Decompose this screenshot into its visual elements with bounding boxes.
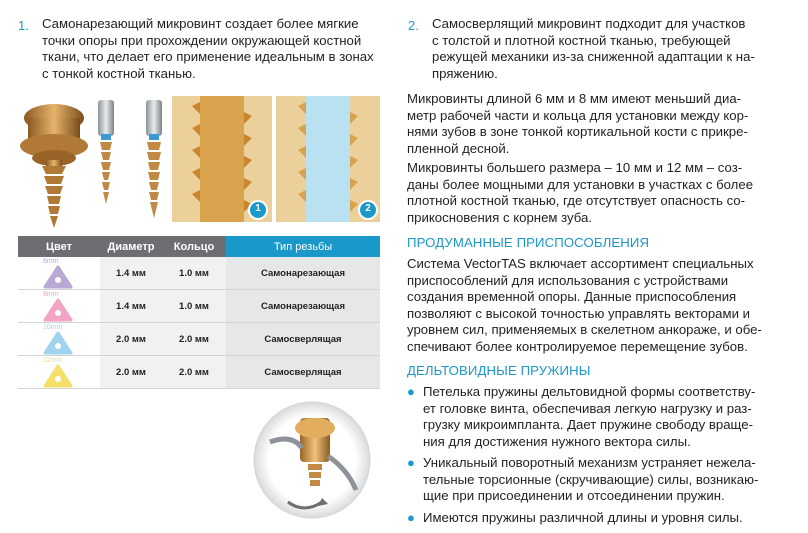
para-line: нями зубов в зоне тонкой кортикальной кости с прикре-: [407, 124, 748, 139]
item-1-number: 1.: [18, 18, 29, 33]
delta-spring-image: [252, 398, 372, 522]
para-line: пленной десной.: [407, 140, 510, 156]
ring-color-triangle-icon: [43, 364, 73, 388]
bullet-line: Уникальный поворотный механизм устраняет нежела-: [423, 455, 756, 470]
section-line: уровнем сил, применяемых в скелетном анкораже, и обе-: [407, 322, 762, 337]
section-heading-springs: ДЕЛЬТОВИДНЫЕ ПРУЖИНЫ: [407, 363, 591, 378]
header-diameter: Диаметр: [100, 236, 162, 257]
table-row: [18, 290, 380, 323]
header-color: Цвет: [18, 236, 100, 257]
section-line: приспособлений для использования с устройствами: [407, 272, 729, 288]
specification-table: [18, 236, 380, 389]
para-line: плотной костной тканью, где отсутствует опасность со-: [407, 193, 746, 208]
section-line: позволяют с высокой точностью управлять векторами и: [407, 305, 750, 321]
item-2-line: режущей механики из-за сниженной адаптации к на-: [432, 49, 755, 64]
color-cell: [18, 356, 100, 389]
self-drilling-bone-image: [276, 96, 380, 222]
diameter-cell: 2.0 мм: [100, 323, 162, 356]
diameter-cell: 2.0 мм: [100, 356, 162, 389]
length-label: 8mm: [43, 291, 59, 298]
section-line: спечивают более контролируемое перемещение зубов.: [407, 338, 748, 354]
para-line: Микровинты длиной 6 мм и 8 мм имеют меньший диа-: [407, 91, 742, 106]
ring-cell: 2.0 мм: [162, 323, 226, 356]
ring-cell: 2.0 мм: [162, 356, 226, 389]
item-1-line: с тонкой костной тканью.: [42, 65, 196, 81]
diameter-cell: 1.4 мм: [100, 290, 162, 323]
bullet-line: ния для достижения нужного вектора силы.: [423, 433, 691, 449]
bullet-line: тельные торсионные (скручивающие) силы, возникаю-: [423, 471, 759, 487]
ring-cell: 1.0 мм: [162, 290, 226, 323]
bullet-icon: ●: [407, 455, 415, 470]
paragraph-large-screws: [407, 160, 772, 226]
screws-pair-image: [92, 96, 172, 236]
item-1-line: Самонарезающий микровинт создает более мягкие: [42, 16, 359, 31]
section-line: создания временной опоры. Данные приспособления: [407, 289, 737, 304]
item-1-line: ткани, что делает его применение идеальным в зонах: [42, 49, 374, 64]
ring-cell: 1.0 мм: [162, 257, 226, 290]
badge-1: 1: [255, 203, 261, 214]
thread-type-cell: Самонарезающая: [226, 290, 380, 323]
ring-color-triangle-icon: [43, 331, 73, 355]
list-item: [407, 384, 772, 450]
section-line: Система VectorTAS включает ассортимент специальных: [407, 256, 754, 271]
item-2-text: [432, 16, 771, 82]
item-2-number: 2.: [408, 18, 419, 33]
para-line: прикосновения с корнем зуба.: [407, 209, 593, 225]
item-1-text: [42, 16, 387, 82]
item-1-line: точки опоры при прохождении окружающей костной: [42, 32, 362, 48]
bullet-line: ет головке винта, обеспечивая легкую нагрузку и раз-: [423, 400, 752, 416]
diameter-cell: 1.4 мм: [100, 257, 162, 290]
bullet-line: грузку микроимпланта. Дает пружине свободу враще-: [423, 417, 753, 432]
table-row: [18, 323, 380, 356]
bullet-icon: ●: [407, 384, 415, 399]
length-label: 10mm: [43, 324, 63, 331]
bullet-line: Петелька пружины дельтовидной формы соответству-: [423, 384, 756, 399]
length-label: 12mm: [43, 357, 63, 364]
bullet-icon: ●: [407, 509, 415, 525]
length-label: 6mm: [43, 258, 59, 265]
color-cell: [18, 323, 100, 356]
bullet-line: щие при присоединении и отсоединении пружин.: [423, 488, 725, 503]
ring-color-triangle-icon: [43, 265, 73, 289]
thread-type-cell: Самосверлящая: [226, 356, 380, 389]
springs-bullet-list: [407, 384, 772, 526]
item-2-line: пряжению.: [432, 65, 498, 81]
para-line: Микровинты большего размера – 10 мм и 12 мм – соз-: [407, 160, 743, 175]
list-item: [407, 455, 772, 505]
bullet-line: Имеются пружины различной длины и уровня силы.: [423, 509, 743, 525]
self-tapping-bone-image: [172, 96, 272, 222]
badge-2: 2: [365, 203, 371, 214]
ring-color-triangle-icon: [43, 298, 73, 322]
para-line: метр рабочей части и кольца для установки между кор-: [407, 107, 749, 123]
table-row: [18, 356, 380, 389]
list-item: [407, 510, 772, 527]
color-cell: [18, 290, 100, 323]
color-cell: [18, 257, 100, 290]
thread-type-cell: Самонарезающая: [226, 257, 380, 290]
header-thread-type: Тип резьбы: [226, 236, 380, 257]
item-2-line: Самосверлящий микровинт подходит для участков: [432, 16, 746, 31]
paragraph-small-screws: [407, 91, 772, 157]
table-header-row: [18, 236, 380, 257]
table-row: [18, 257, 380, 290]
section-heading-accessories: ПРОДУМАННЫЕ ПРИСПОСОБЛЕНИЯ: [407, 235, 650, 250]
header-ring: Кольцо: [162, 236, 226, 257]
item-2-line: с толстой и плотной костной тканью, требующей: [432, 32, 731, 48]
microscrew-head-image: [14, 96, 94, 236]
thread-type-cell: Самосверлящая: [226, 323, 380, 356]
section-accessories-text: [407, 256, 772, 355]
para-line: даны более мощными для установки в участках с более: [407, 176, 754, 192]
